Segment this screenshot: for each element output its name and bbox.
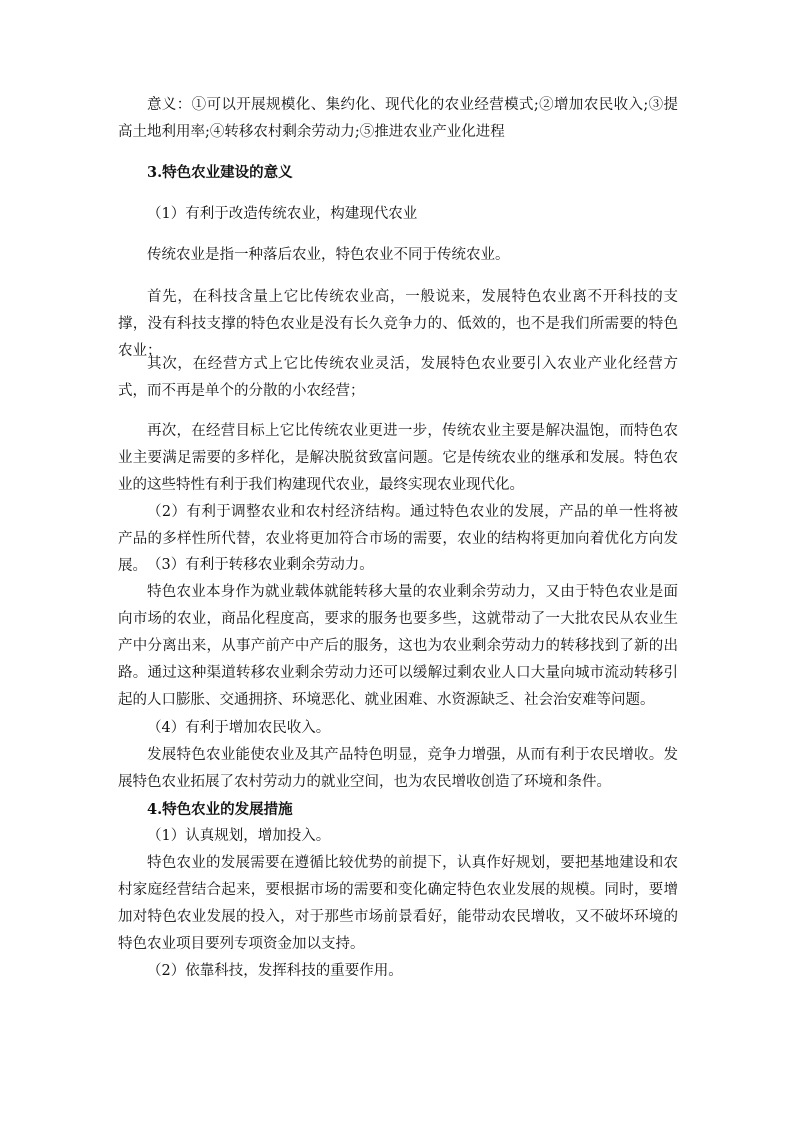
subheading-4: （4）有利于增加农民收入。	[147, 720, 331, 736]
subheading-1: （1）有利于改造传统农业，构建现代农业	[147, 206, 418, 222]
paragraph-significance-summary: 意义：①可以开展规模化、集约化、现代化的农业经营模式;②增加农民收入;③提高土地利用率;④转移农村剩余劳动力;⑤推进农业产业化进程	[118, 97, 678, 140]
paragraph-first: 首先，在科技含量上它比传统农业高，一般说来，发展特色农业离不开科技的支撑，没有科技支撑的特色农业是没有长久竞争力的、低效的，也不是我们所需要的特色农业；	[118, 289, 678, 359]
paragraph-third: 再次，在经营目标上它比传统农业更进一步，传统农业主要是解决温饱，而特色农业主要满足需要的多样化，是解决脱贫致富问题。它是传统农业的继承和发展。特色农业的这些特性有利于我们构建现代农业，最终实现农业现代化。	[118, 423, 678, 493]
subheading-6: （2）依靠科技，发挥科技的重要作用。	[147, 963, 403, 979]
paragraph-traditional-agriculture: 传统农业是指一种落后农业，特色农业不同于传统农业。	[147, 247, 510, 263]
paragraph-planning: 特色农业的发展需要在遵循比较优势的前提下，认真作好规划，要把基地建设和农村家庭经营结合起来，要根据市场的需要和变化确定特色农业发展的规模。同时，要增加对特色农业发展的投入，对于那些市场前景看好，能带动农民增收，又不破坏环境的特色农业项目要列专项资金加以支持。	[118, 855, 678, 952]
heading-section-3: 3.特色农业建设的意义	[147, 164, 293, 181]
paragraph-second: 其次，在经营方式上它比传统农业灵活，发展特色农业要引入农业产业化经营方式，而不再是单个的分散的小农经营；	[118, 356, 678, 399]
heading-section-4: 4.特色农业的发展措施	[147, 801, 293, 818]
subheading-3: （3）有利于转移农业剩余劳动力。	[147, 557, 374, 573]
paragraph-labor-transfer: 特色农业本身作为就业载体就能转移大量的农业剩余劳动力，又由于特色农业是面向市场的农业，商品化程度高，要求的服务也要多些，这就带动了一大批农民从农业生产中分离出来，从事产前产中产后的服务，这也为农业剩余劳动力的转移找到了新的出路。通过这种渠道转移农业剩余劳动力还可以缓解过剩农业人口大量向城市流动转移引起的人口膨胀、交通拥挤、环境恶化、就业困难、水资源缺乏、社会治安难等问题。	[118, 584, 678, 708]
subheading-5: （1）认真规划，增加投入。	[147, 828, 331, 844]
paragraph-income: 发展特色农业能使农业及其产品特色明显，竞争力增强，从而有利于农民增收。发展特色农业拓展了农村劳动力的就业空间，也为农民增收创造了环境和条件。	[118, 747, 678, 790]
subheading-2: （2）有利于调整农业和农村经济结构。通过特色农业的发展，产品的单一性将被产品的多样性所代替，农业将更加符合市场的需要，农业的结构将更加向着优化方向发展。	[118, 504, 678, 574]
